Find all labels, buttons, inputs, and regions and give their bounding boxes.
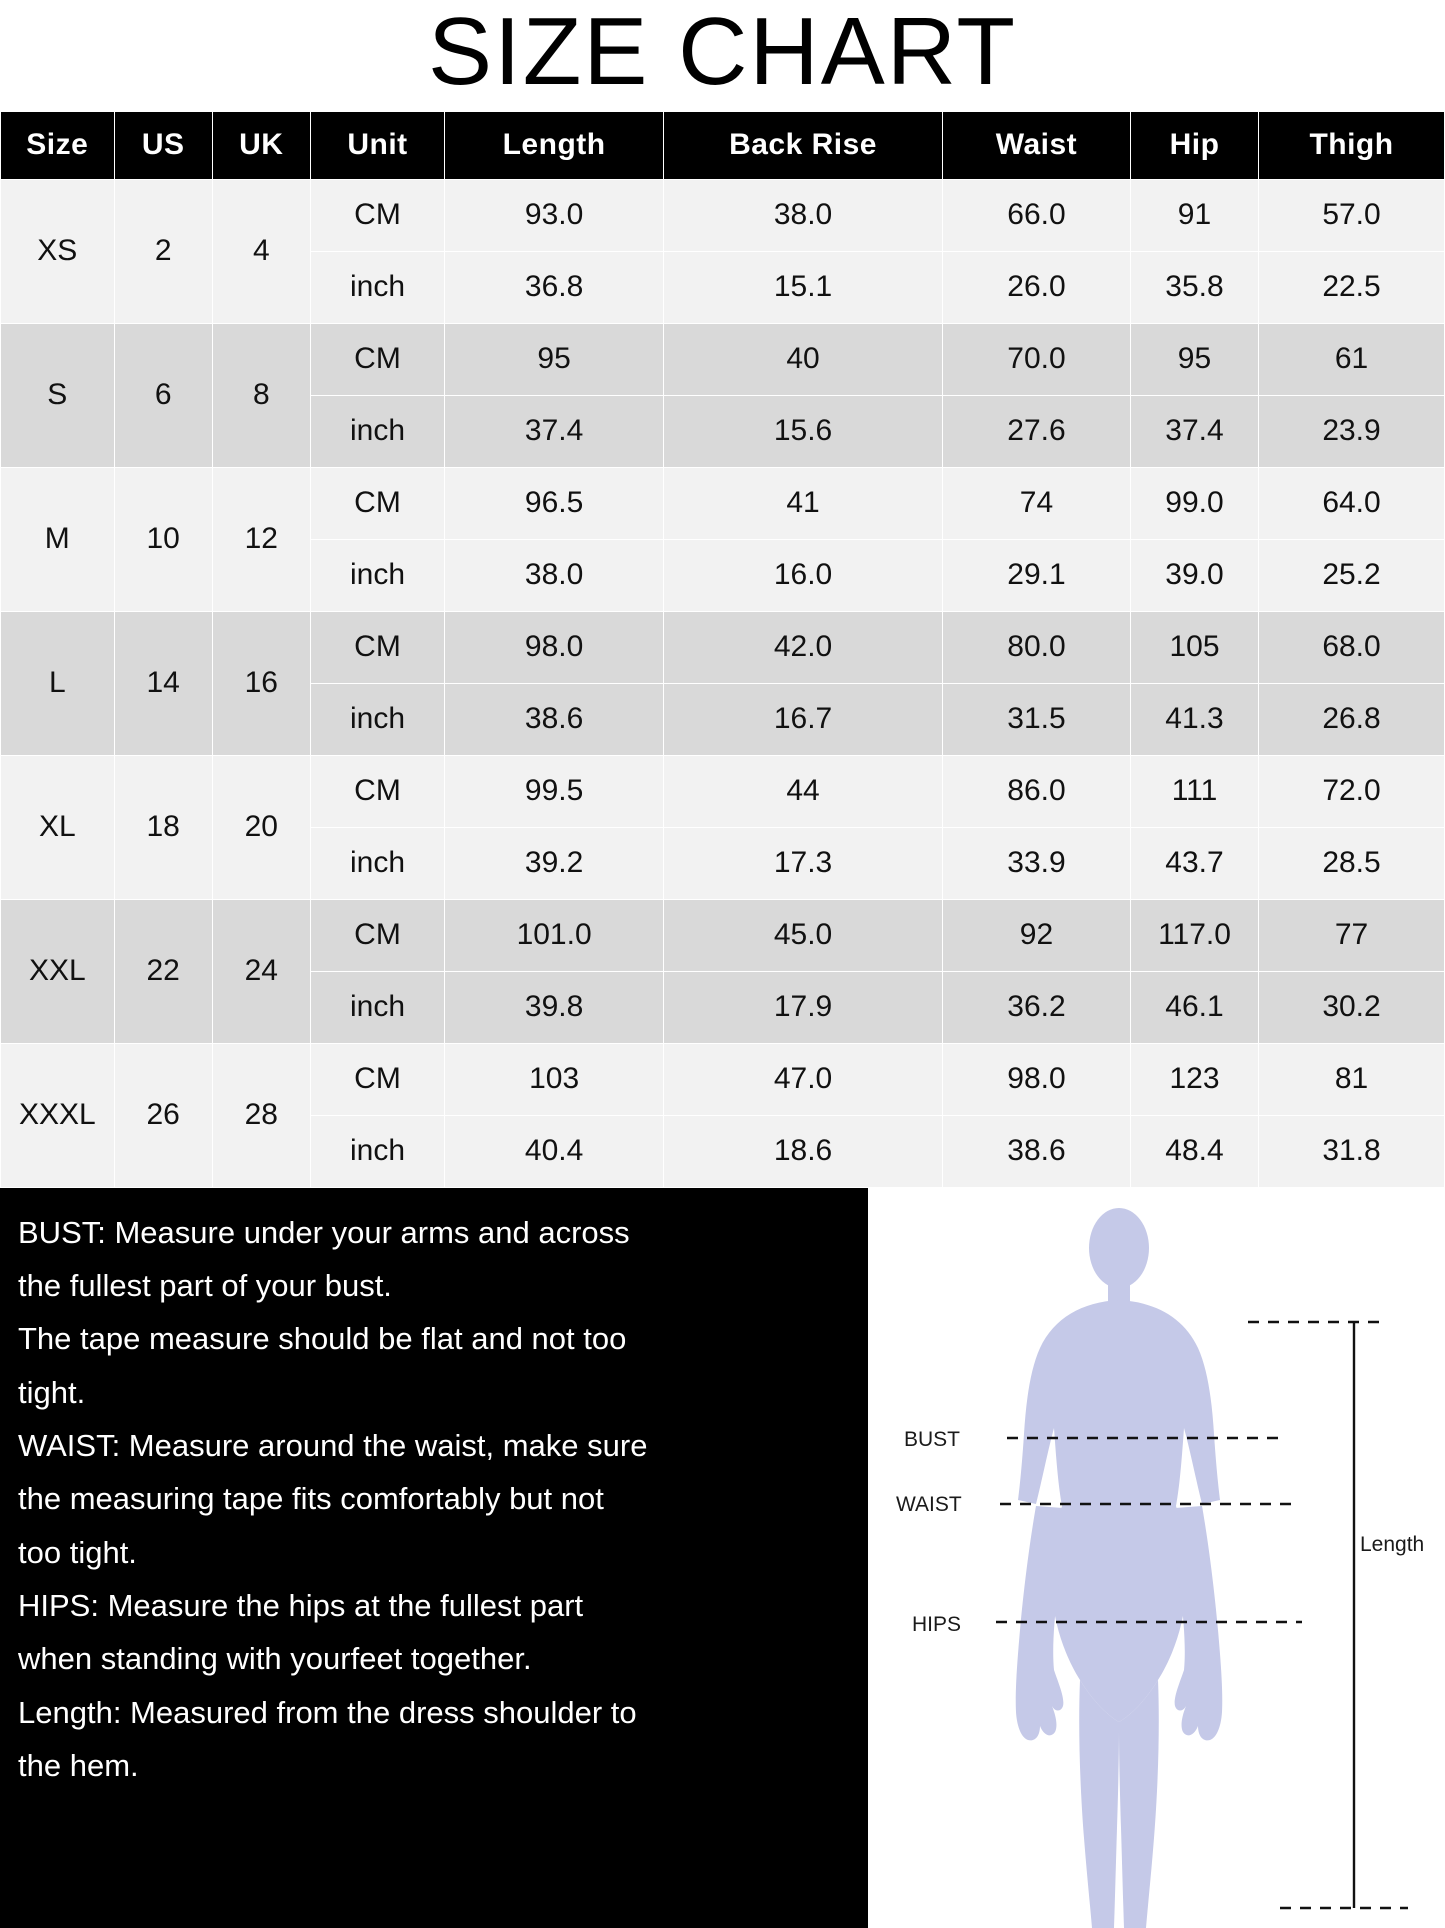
cell-back-rise: 41	[664, 467, 943, 539]
cell-waist: 66.0	[942, 179, 1130, 251]
table-row	[1, 323, 1445, 395]
header-us: US	[114, 111, 212, 179]
cell-uk: 4	[212, 179, 310, 323]
cell-us: 14	[114, 611, 212, 755]
cell-uk: 20	[212, 755, 310, 899]
cell-size: XXXL	[1, 1043, 115, 1187]
cell-hip: 123	[1130, 1043, 1258, 1115]
instruction-line: tight.	[18, 1374, 86, 1410]
cell-us: 22	[114, 899, 212, 1043]
cell-waist: 27.6	[942, 395, 1130, 467]
cell-hip: 48.4	[1130, 1115, 1258, 1187]
cell-thigh: 72.0	[1259, 755, 1445, 827]
figure-label-bust: BUST	[904, 1427, 961, 1451]
cell-thigh: 25.2	[1259, 539, 1445, 611]
cell-size: XS	[1, 179, 115, 323]
cell-thigh: 22.5	[1259, 251, 1445, 323]
cell-unit: CM	[310, 1043, 444, 1115]
measurement-figure	[868, 1188, 1445, 1928]
cell-size: M	[1, 467, 115, 611]
cell-unit: CM	[310, 899, 444, 971]
cell-unit: inch	[310, 827, 444, 899]
instruction-line: BUST: Measure under your arms and across	[18, 1214, 630, 1250]
table-row	[1, 899, 1445, 971]
table-row	[1, 467, 1445, 539]
cell-uk: 24	[212, 899, 310, 1043]
cell-hip: 41.3	[1130, 683, 1258, 755]
cell-unit: CM	[310, 179, 444, 251]
cell-length: 37.4	[445, 395, 664, 467]
instruction-line: the fullest part of your bust.	[18, 1268, 392, 1304]
cell-uk: 28	[212, 1043, 310, 1187]
cell-us: 6	[114, 323, 212, 467]
cell-length: 99.5	[445, 755, 664, 827]
cell-uk: 8	[212, 323, 310, 467]
cell-back-rise: 16.0	[664, 539, 943, 611]
figure-label-waist: WAIST	[896, 1492, 962, 1516]
cell-length: 36.8	[445, 251, 664, 323]
cell-us: 2	[114, 179, 212, 323]
table-row	[1, 611, 1445, 683]
cell-length: 95	[445, 323, 664, 395]
figure-label-hips: HIPS	[912, 1612, 962, 1636]
cell-hip: 95	[1130, 323, 1258, 395]
cell-unit: inch	[310, 1115, 444, 1187]
cell-unit: inch	[310, 395, 444, 467]
cell-unit: inch	[310, 539, 444, 611]
cell-waist: 70.0	[942, 323, 1130, 395]
cell-waist: 98.0	[942, 1043, 1130, 1115]
cell-hip: 35.8	[1130, 251, 1258, 323]
cell-unit: CM	[310, 467, 444, 539]
header-unit: Unit	[310, 111, 444, 179]
cell-length: 98.0	[445, 611, 664, 683]
header-back-rise: Back Rise	[664, 111, 943, 179]
instruction-line: WAIST: Measure around the waist, make sure	[18, 1428, 648, 1464]
instruction-line: The tape measure should be flat and not too	[18, 1321, 627, 1357]
cell-thigh: 77	[1259, 899, 1445, 971]
instruction-line: when standing with yourfeet together.	[18, 1641, 532, 1677]
header-hip: Hip	[1130, 111, 1258, 179]
cell-back-rise: 45.0	[664, 899, 943, 971]
measurement-instructions	[0, 1188, 868, 1928]
cell-waist: 33.9	[942, 827, 1130, 899]
table-row	[1, 179, 1445, 251]
cell-back-rise: 17.9	[664, 971, 943, 1043]
cell-size: XL	[1, 755, 115, 899]
cell-hip: 43.7	[1130, 827, 1258, 899]
cell-uk: 16	[212, 611, 310, 755]
cell-waist: 26.0	[942, 251, 1130, 323]
instruction-line: HIPS: Measure the hips at the fullest part	[18, 1587, 584, 1623]
cell-back-rise: 40	[664, 323, 943, 395]
cell-unit: CM	[310, 323, 444, 395]
table-row	[1, 755, 1445, 827]
header-uk: UK	[212, 111, 310, 179]
cell-waist: 31.5	[942, 683, 1130, 755]
cell-uk: 12	[212, 467, 310, 611]
cell-length: 38.0	[445, 539, 664, 611]
cell-thigh: 28.5	[1259, 827, 1445, 899]
cell-length: 39.2	[445, 827, 664, 899]
cell-waist: 36.2	[942, 971, 1130, 1043]
cell-length: 103	[445, 1043, 664, 1115]
cell-hip: 117.0	[1130, 899, 1258, 971]
cell-length: 101.0	[445, 899, 664, 971]
cell-back-rise: 16.7	[664, 683, 943, 755]
cell-thigh: 68.0	[1259, 611, 1445, 683]
cell-unit: inch	[310, 683, 444, 755]
cell-hip: 39.0	[1130, 539, 1258, 611]
cell-unit: inch	[310, 971, 444, 1043]
cell-thigh: 81	[1259, 1043, 1445, 1115]
cell-thigh: 30.2	[1259, 971, 1445, 1043]
cell-back-rise: 38.0	[664, 179, 943, 251]
cell-back-rise: 47.0	[664, 1043, 943, 1115]
cell-thigh: 26.8	[1259, 683, 1445, 755]
cell-thigh: 57.0	[1259, 179, 1445, 251]
header-size: Size	[1, 111, 115, 179]
cell-length: 40.4	[445, 1115, 664, 1187]
cell-thigh: 64.0	[1259, 467, 1445, 539]
figure-label-length: Length	[1360, 1532, 1425, 1556]
cell-waist: 86.0	[942, 755, 1130, 827]
cell-us: 10	[114, 467, 212, 611]
cell-hip: 105	[1130, 611, 1258, 683]
cell-unit: CM	[310, 611, 444, 683]
cell-waist: 80.0	[942, 611, 1130, 683]
cell-thigh: 23.9	[1259, 395, 1445, 467]
cell-thigh: 61	[1259, 323, 1445, 395]
cell-back-rise: 15.1	[664, 251, 943, 323]
cell-length: 93.0	[445, 179, 664, 251]
bottom-section	[0, 1188, 1445, 1928]
cell-us: 18	[114, 755, 212, 899]
instruction-line: the measuring tape fits comfortably but not	[18, 1481, 604, 1517]
cell-back-rise: 42.0	[664, 611, 943, 683]
instruction-line: too tight.	[18, 1534, 137, 1570]
page-title: SIZE CHART	[428, 0, 1017, 105]
cell-hip: 46.1	[1130, 971, 1258, 1043]
table-header-row	[1, 111, 1445, 179]
cell-us: 26	[114, 1043, 212, 1187]
size-chart-table	[0, 111, 1445, 1188]
cell-waist: 74	[942, 467, 1130, 539]
table-row	[1, 1043, 1445, 1115]
cell-unit: CM	[310, 755, 444, 827]
cell-unit: inch	[310, 251, 444, 323]
cell-length: 39.8	[445, 971, 664, 1043]
cell-size: XXL	[1, 899, 115, 1043]
cell-hip: 111	[1130, 755, 1258, 827]
female-body-silhouette-icon	[868, 1188, 1445, 1928]
cell-waist: 29.1	[942, 539, 1130, 611]
cell-length: 38.6	[445, 683, 664, 755]
cell-hip: 99.0	[1130, 467, 1258, 539]
cell-waist: 38.6	[942, 1115, 1130, 1187]
cell-size: L	[1, 611, 115, 755]
cell-back-rise: 15.6	[664, 395, 943, 467]
instruction-line: the hem.	[18, 1747, 139, 1783]
cell-size: S	[1, 323, 115, 467]
header-thigh: Thigh	[1259, 111, 1445, 179]
cell-back-rise: 17.3	[664, 827, 943, 899]
header-waist: Waist	[942, 111, 1130, 179]
cell-hip: 37.4	[1130, 395, 1258, 467]
cell-length: 96.5	[445, 467, 664, 539]
cell-hip: 91	[1130, 179, 1258, 251]
instruction-line: Length: Measured from the dress shoulder to	[18, 1694, 637, 1730]
header-length: Length	[445, 111, 664, 179]
cell-back-rise: 44	[664, 755, 943, 827]
cell-waist: 92	[942, 899, 1130, 971]
cell-back-rise: 18.6	[664, 1115, 943, 1187]
cell-thigh: 31.8	[1259, 1115, 1445, 1187]
